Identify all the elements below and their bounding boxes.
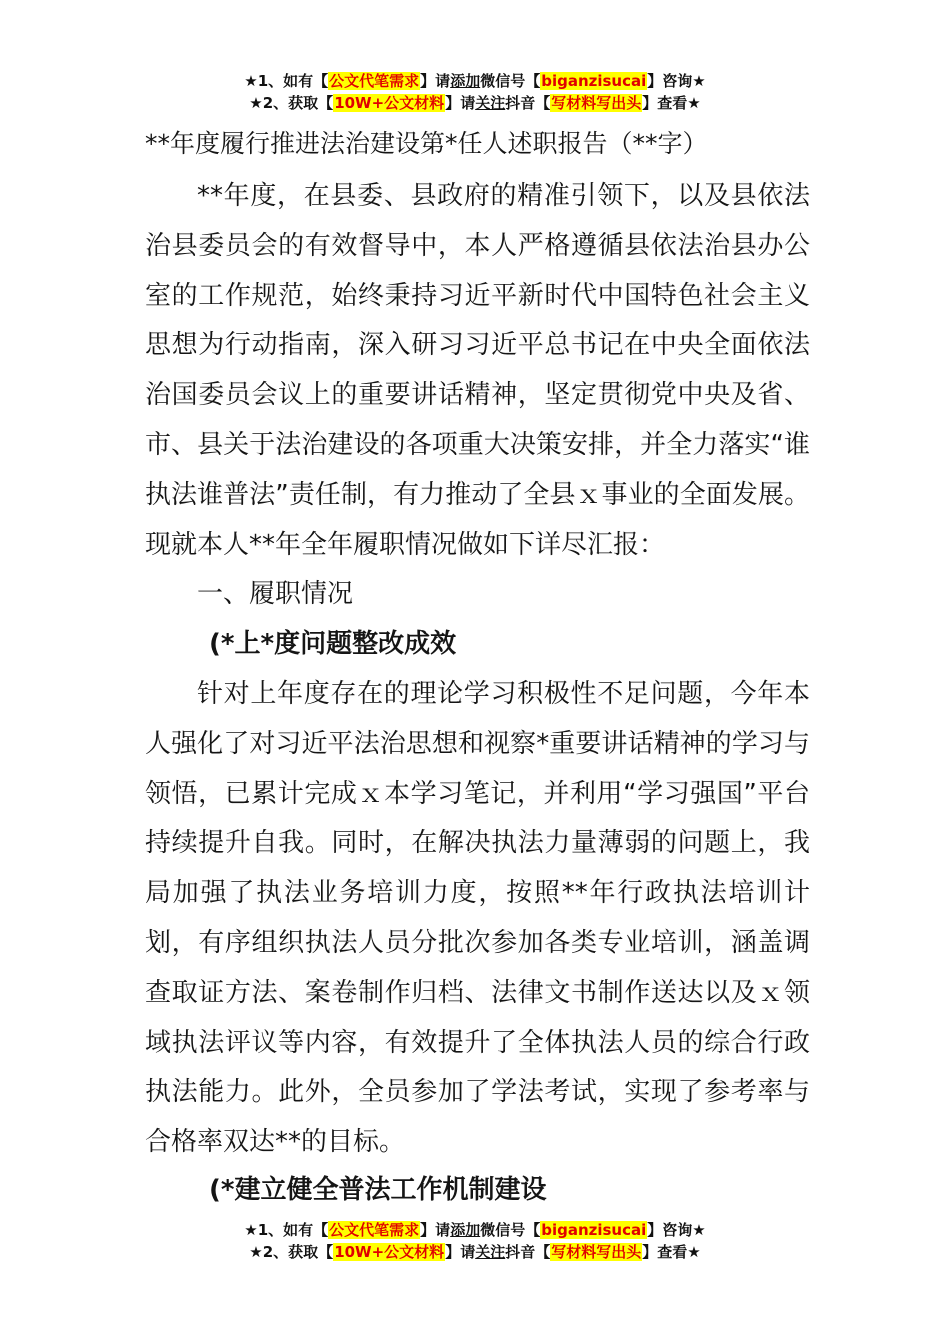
subsection-heading-1: (*上*度问题整改成效 <box>209 629 457 659</box>
highlight-wechat-id: biganzisucai <box>541 72 647 90</box>
highlight-service: 公文代笔需求 <box>329 1221 420 1239</box>
highlight-service: 公文代笔需求 <box>329 72 420 90</box>
promo-banner-top <box>0 70 950 114</box>
paragraph-rectification <box>145 670 810 1168</box>
paragraph-intro <box>145 172 810 570</box>
paragraph-text: **年度，在县委、县政府的精准引领下，以及县依法治县委员会的有效督导中，本人严格遵循县依法治县办公室的工作规范，始终秉持习近平新时代中国特色社会主义思想为行动指南，深入研习习近平总书记在中央全面依法治国委员会议上的重要讲话精神，坚定贯彻党中央及省、市、县关于法治建设的各项重大决策安排，并全力落实“谁执法谁普法”责任制，有力推动了全县ｘ事业的全面发展。现就本人**年全年履职情况做如下详尽汇报： <box>145 181 810 560</box>
highlight-materials: 10W+公文材料 <box>334 94 445 112</box>
highlight-douyin-account: 写材料写出头 <box>551 94 642 112</box>
subsection-heading-2: (*建立健全普法工作机制建设 <box>209 1175 547 1205</box>
highlight-douyin-account: 写材料写出头 <box>551 1243 642 1261</box>
promo-line-1: ★1、如有【公文代笔需求】请添加微信号【biganzisucai】咨询★ <box>244 1221 706 1239</box>
highlight-wechat-id: biganzisucai <box>541 1221 647 1239</box>
paragraph-text: 针对上年度存在的理论学习积极性不足问题，今年本人强化了对习近平法治思想和视察*重要讲话精神的学习与领悟，已累计完成ｘ本学习笔记，并利用“学习强国”平台持续提升自我。同时，在解决执法力量薄弱的问题上，我局加强了执法业务培训力度，按照**年行政执法培训计划，有序组织执法人员分批次参加各类专业培训，涵盖调查取证方法、案卷制作归档、法律文书制作送达以及ｘ领域执法评议等内容，有效提升了全体执法人员的综合行政执法能力。此外，全员参加了学法考试，实现了参考率与合格率双达**的目标。 <box>145 679 810 1158</box>
promo-line-1: ★1、如有【公文代笔需求】请添加微信号【biganzisucai】咨询★ <box>244 72 706 90</box>
promo-line-2: ★2、获取【10W+公文材料】请关注抖音【写材料写出头】查看★ <box>249 1243 701 1261</box>
document-title: **年度履行推进法治建设第*任人述职报告（**字） <box>145 129 708 158</box>
section-heading-1: 一、履职情况 <box>197 579 354 609</box>
highlight-materials: 10W+公文材料 <box>334 1243 445 1261</box>
promo-banner-bottom <box>0 1219 950 1263</box>
promo-line-2: ★2、获取【10W+公文材料】请关注抖音【写材料写出头】查看★ <box>249 94 701 112</box>
